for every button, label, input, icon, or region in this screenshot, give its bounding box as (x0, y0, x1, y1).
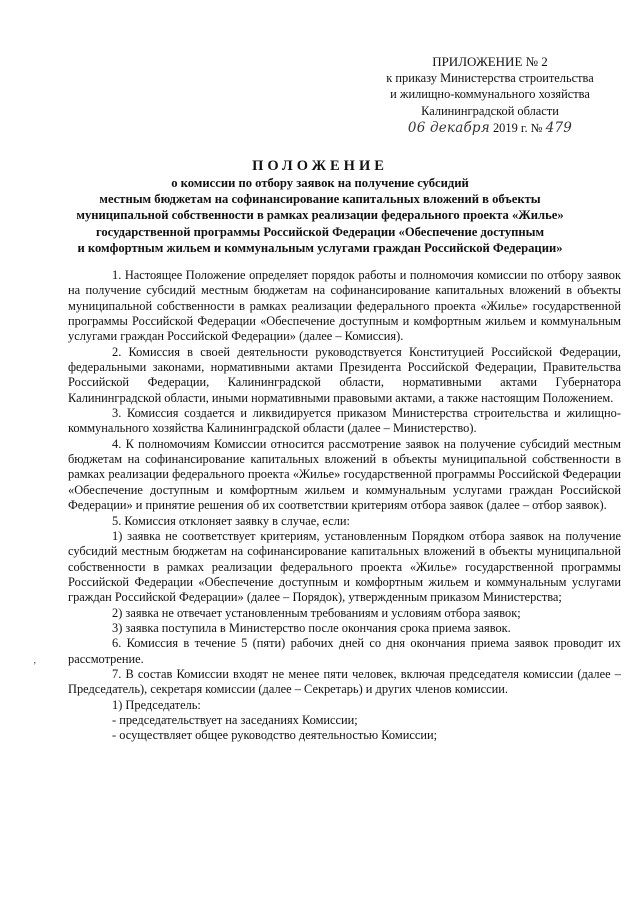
paragraph: 5. Комиссия отклоняет заявку в случае, если: (112, 513, 350, 528)
heading-line: о комиссии по отбору заявок на получение субсидий (171, 176, 469, 190)
document-heading (20, 157, 620, 256)
paragraph: 1) Председатель: (112, 697, 201, 712)
document-body (68, 268, 621, 744)
paragraph: - председательствует на заседаниях Комиссии; (112, 712, 358, 727)
paragraph: 3) заявка поступила в Министерство после окончания срока приема заявок. (112, 620, 511, 635)
margin-mark: ’ (33, 661, 37, 672)
heading-line: государственной программы Российской Федерации «Обеспечение доступным (95, 224, 545, 239)
handwritten-date: 06 декабря (407, 119, 490, 136)
paragraph: 7. В состав Комиссии входят не менее пяти человек, включая председателя комиссии (далее – Председатель), секретаря комиссии (далее – Секретарь) и других членов комиссии. (68, 666, 621, 697)
paragraph: 6. Комиссия в течение 5 (пяти) рабочих дней со дня окончания приема заявок проводит их рассмотрение. (68, 636, 621, 666)
paragraph: 3. Комиссия создается и ликвидируется приказом Министерства строительства и жилищно-коммунального хозяйства Калининградской области (далее – Министерство). (68, 406, 621, 436)
paragraph: 2. Комиссия в своей деятельности руководствуется Конституцией Российской Федерации, федеральными законами, нормативными актами Президента Российской Федерации, Правительства Российской Федерации, Калининградской области, нормативными актами Губернатора Калининградской области, иными нормативными правовыми актами, а также настоящим Положением. (68, 344, 621, 405)
annex-year: 2019 г. № (492, 120, 543, 135)
heading-line: местным бюджетам на софинансирование капитальных вложений в объекты (99, 192, 541, 207)
paragraph: 2) заявка не отвечает установленным требованиям и условиям отбора заявок; (112, 605, 521, 620)
paragraph: - осуществляет общее руководство деятельностью Комиссии; (112, 728, 438, 743)
annex-date-line (360, 120, 620, 136)
annex-line: к приказу Министерства строительства (386, 71, 594, 86)
heading-line: и комфортным жильем и коммунальным услугами граждан Российской Федерации» (77, 240, 563, 255)
annex-title: ПРИЛОЖЕНИЕ № 2 (432, 54, 548, 69)
annex-line: Калининградской области (421, 103, 559, 118)
heading-line: муниципальной собственности в рамках реализации федерального проекта «Жилье» (76, 208, 564, 223)
handwritten-number: 479 (545, 119, 573, 136)
paragraph: 1. Настоящее Положение определяет порядок работы и полномочия комиссии по отбору заявок на получение субсидий местным бюджетам на софинансирование капитальных вложений в объекты муниципальной собственности в рамках реализации федерального проекта «Жилье» государственной программы Российской Федерации «Обеспечение доступным и комфортным жильем и коммунальным услугами граждан Российской Федерации» (далее – Комиссия). (68, 268, 621, 344)
annex-header (360, 54, 620, 136)
annex-line: и жилищно-коммунального хозяйства (390, 87, 590, 102)
paragraph: 4. К полномочиям Комиссии относится рассмотрение заявок на получение субсидий местным бюджетам на софинансирование капитальных вложений в объекты муниципальной собственности в рамках реализации федерального проекта «Жилье» государственной программы Российской Федерации «Обеспечение доступным и комфортным жильем и коммунальным услугами граждан Российской Федерации» и принятие решения об их соответствии критериям отбора заявок (далее – отбор заявок). (68, 436, 621, 513)
document-title: ПОЛОЖЕНИЕ (252, 158, 388, 174)
paragraph: 1) заявка не соответствует критериям, установленным Порядком отбора заявок на получение субсидий местным бюджетам на софинансирование капитальных вложений в объекты муниципальной собственности в рамках реализации федерального проекта «Жилье» государственной программы Российской Федерации «Обеспечение доступным и комфортным жильем и коммунальным услугами граждан Российской Федерации» (далее – Порядок), утвержденным приказом Министерства; (68, 528, 621, 605)
